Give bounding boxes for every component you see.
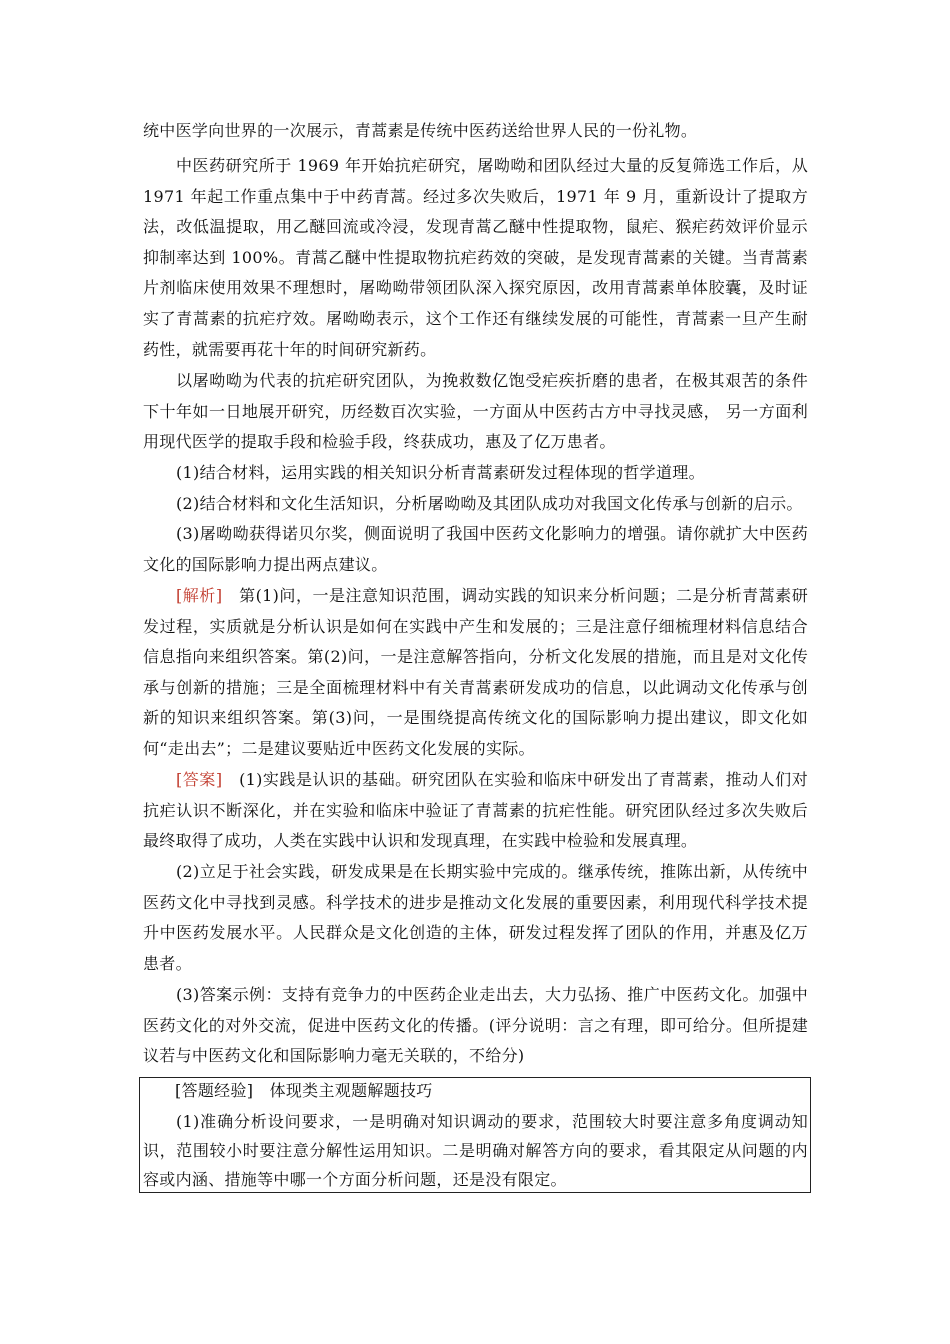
- analysis-tag: [解析]: [176, 586, 223, 605]
- analysis-paragraph: [143, 581, 808, 765]
- paragraph-research-history: 中医药研究所于 1969 年开始抗疟研究，屠呦呦和团队经过大量的反复筛选工作后，从 1971 年起工作重点集中于中药青蒿。经过多次失败后，1971 年 9 月，重新设计了提取方法，改低温提取，用乙醚回流或冷浸，发现青蒿乙醚中性提取物，鼠疟、猴疟药效评价显示抑制率达到 100%。青蒿乙醚中性提取物抗疟药效的突破，是发现青蒿素的关键。当青蒿素片剂临床使用效果不理想时，屠呦呦带领团队深入探究原因，改用青蒿素单体胶囊，及时证实了青蒿素的抗疟疗效。屠呦呦表示，这个工作还有继续发展的可能性，青蒿素一旦产生耐药性，就需要再花十年的时间研究新药。: [143, 156, 808, 359]
- paragraph-intro-end: 统中医学向世界的一次展示，青蒿素是传统中医药送给世界人民的一份礼物。: [143, 121, 698, 140]
- question-1: (1)结合材料，运用实践的相关知识分析青蒿素研发过程体现的哲学道理。: [176, 463, 705, 482]
- paragraph-team-effort: 以屠呦呦为代表的抗疟研究团队，为挽救数亿饱受疟疾折磨的患者，在极其艰苦的条件下十年如一日地展开研究，历经数百次实验，一方面从中医药古方中寻找灵感， 另一方面利用现代医学的提取手段和检验手段，终获成功，惠及了亿万患者。: [143, 371, 808, 452]
- answer-paragraph-2: (2)立足于社会实践，研发成果是在长期实验中完成的。继承传统，推陈出新，从传统中医药文化中寻找到灵感。科学技术的进步是推动文化发展的重要因素，利用现代科学技术提升中医药发展水平。人民群众是文化创造的主体，研发过程发挥了团队的作用，并惠及亿万患者。: [143, 862, 808, 973]
- question-3: (3)屠呦呦获得诺贝尔奖，侧面说明了我国中医药文化影响力的增强。请你就扩大中医药文化的国际影响力提出两点建议。: [143, 524, 808, 574]
- answer-paragraph-1: [143, 765, 808, 857]
- tip-body: (1)准确分析设问要求，一是明确对知识调动的要求，范围较大时要注意多角度调动知识，范围较小时要注意分解性运用知识。二是明确对解答方向的要求，看其限定从问题的内容或内涵、措施等中哪一个方面分析问题，还是没有限定。: [143, 1112, 808, 1189]
- analysis-text: 第(1)问，一是注意知识范围，调动实践的知识来分析问题；二是分析青蒿素研发过程，实质就是分析认识是如何在实践中产生和发展的；三是注意仔细梳理材料信息结合信息指向来组织答案。第(2)问，一是注意解答指向，分析文化发展的措施，而且是对文化传承与创新的措施；三是全面梳理材料中有关青蒿素研发成功的信息，以此调动文化传承与创新的知识来组织答案。第(3)问，一是围绕提高传统文化的国际影响力提出建议，即文化如何“走出去”；二是建议要贴近中医药文化发展的实际。: [143, 586, 808, 758]
- answer-paragraph-3: (3)答案示例：支持有竞争力的中医药企业走出去，大力弘扬、推广中医药文化。加强中医药文化的对外交流，促进中医药文化的传播。(评分说明：言之有理，即可给分。但所提建议若与中医药文化和国际影响力毫无关联的，不给分): [143, 985, 808, 1066]
- answer-tag: [答案]: [176, 770, 223, 789]
- tip-heading: [答题经验] 体现类主观题解题技巧: [175, 1081, 433, 1100]
- answer-1-text: (1)实践是认识的基础。研究团队在实验和临床中研发出了青蒿素，推动人们对抗疟认识不断深化，并在实验和临床中验证了青蒿素的抗疟性能。研究团队经过多次失败后最终取得了成功，人类在实践中认识和发现真理，在实践中检验和发展真理。: [143, 770, 808, 851]
- question-2: (2)结合材料和文化生活知识，分析屠呦呦及其团队成功对我国文化传承与创新的启示。: [176, 494, 803, 513]
